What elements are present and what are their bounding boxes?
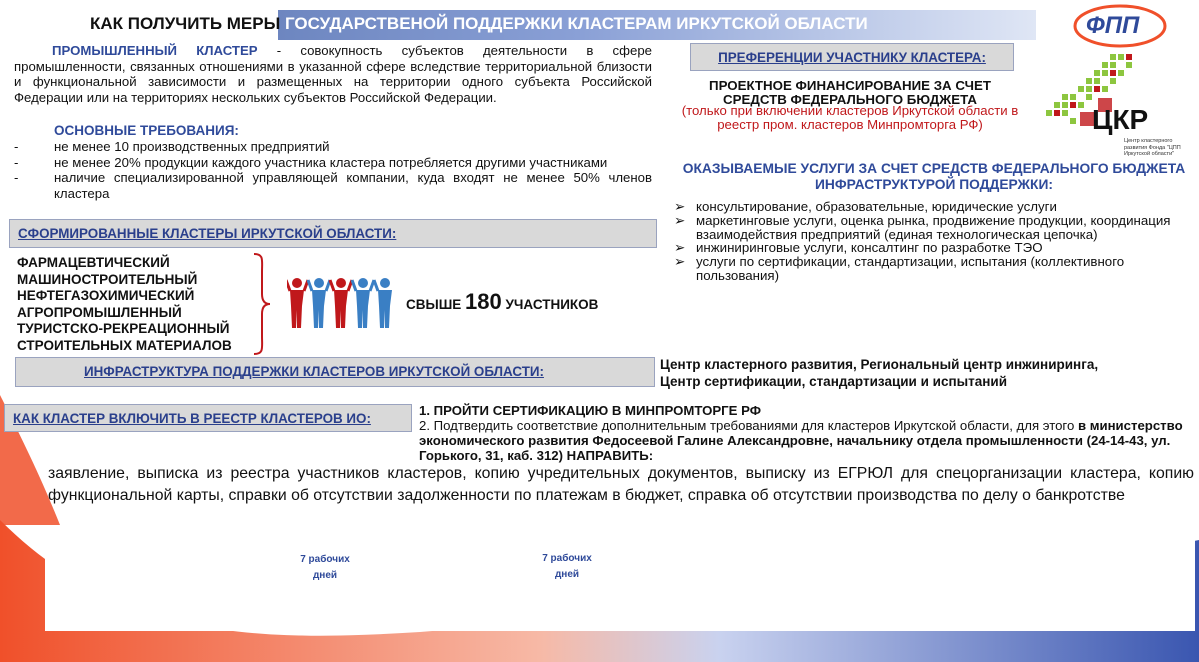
ckr-logo-caption: Центр кластерного развития Фонда "ЦПП Иркутской области" — [1124, 138, 1181, 157]
cluster-item: МАШИНОСТРОИТЕЛЬНЫЙ — [17, 271, 198, 287]
arrow-bullet-icon: ➢ — [674, 212, 686, 228]
funding-note: (только при включении кластеров Иркутской области в реестр пром. кластеров Минпромторга РФ) — [681, 103, 1019, 132]
cluster-item: НЕФТЕГАЗОХИМИЧЕСКИЙ — [17, 288, 195, 303]
services-list — [674, 200, 1190, 283]
infrastructure-heading-box: ИНФРАСТРУКТУРА ПОДДЕРЖКИ КЛАСТЕРОВ ИРКУТСКОЙ ОБЛАСТИ: — [15, 357, 655, 387]
requirement-item: - наличие специализированной управляющей компании, куда входят не менее 50% членов кластера — [14, 170, 652, 201]
requirements-list — [14, 139, 652, 201]
service-item: ➢ маркетинговые услуги, оценка рынка, продвижение продукции, координация взаимодействия предприятий (единая технологическая цепочка) — [674, 212, 1171, 242]
preferences-heading-box: ПРЕФЕРЕНЦИИ УЧАСТНИКУ КЛАСТЕРА: — [690, 43, 1014, 71]
cluster-list — [17, 255, 232, 354]
registry-step-2: 2. Подтвердить соответствие дополнительным требованиями для кластеров Иркутской области, для этого в министерство экономического развития Федосеевой Галине Александровне, начальнику отдела промышленности (24-14-43, ул. Горького, 31, каб. 312) НАПРАВИТЬ: — [419, 418, 1183, 463]
infrastructure-line: Центр кластерного развития, Региональный центр инжиниринга, — [660, 357, 1099, 372]
services-heading: ОКАЗЫВАЕМЫЕ УСЛУГИ ЗА СЧЕТ СРЕДСТВ ФЕДЕРАЛЬНОГО БЮДЖЕТА ИНФРАСТРУКТУРОЙ ПОДДЕРЖКИ: — [682, 161, 1186, 192]
ckr-logo-text: ЦКР — [1092, 104, 1149, 135]
participants-count: СВЫШЕ 180 УЧАСТНИКОВ — [406, 289, 599, 314]
cluster-item: АГРОПРОМЫШЛЕННЫЙ — [17, 304, 182, 320]
arrow-bullet-icon: ➢ — [674, 240, 686, 256]
people-group-icon — [287, 276, 393, 330]
clusters-heading-box: СФОРМИРОВАННЫЕ КЛАСТЕРЫ ИРКУТСКОЙ ОБЛАСТИ: — [9, 219, 657, 248]
requirement-item: - не менее 10 производственных предприятий — [14, 139, 330, 154]
service-item: ➢ услуги по сертификации, стандартизации, испытания (коллективного пользования) — [674, 254, 1125, 283]
service-item: ➢ инжиниринговые услуги, консалтинг по разработке ТЭО — [674, 240, 1043, 256]
cluster-item: СТРОИТЕЛЬНЫХ МАТЕРИАЛОВ — [17, 337, 232, 353]
timeline-label-1: 7 рабочих дней — [300, 554, 350, 581]
cluster-item: ТУРИСТСКО-РЕКРЕАЦИОННЫЙ — [17, 321, 230, 336]
infrastructure-list — [660, 357, 1098, 390]
fpp-logo-text: ФПП — [1086, 12, 1140, 39]
registry-steps — [419, 403, 1197, 463]
fpp-logo — [1072, 2, 1168, 48]
bottom-wave-background — [0, 520, 1199, 662]
registry-step-1: 1. ПРОЙТИ СЕРТИФИКАЦИЮ В МИНПРОМТОРГЕ РФ — [419, 403, 761, 418]
curly-brace-icon — [252, 252, 272, 356]
page-title: КАК ПОЛУЧИТЬ МЕРЫ ГОСУДАРСТВЕНОЙ ПОДДЕРЖКИ КЛАСТЕРАМ ИРКУТСКОЙ ОБЛАСТИ — [90, 14, 868, 33]
arrow-bullet-icon: ➢ — [674, 254, 686, 270]
infrastructure-line: Центр сертификации, стандартизации и испытаний — [660, 373, 1008, 389]
funding-title: ПРОЕКТНОЕ ФИНАНСИРОВАНИЕ ЗА СЧЕТ СРЕДСТВ ФЕДЕРАЛЬНОГО БЮДЖЕТА — [709, 78, 991, 107]
ckr-logo — [1040, 52, 1190, 156]
timeline-label-2: 7 рабочих дней — [542, 553, 592, 580]
documents-paragraph: заявление, выписка из реестра участников кластеров, копию учредительных документов, выписку из ЕГРЮЛ для спецорганизации кластера, копию функциональной карты, справки об отсутствии задолженности по платежам в бюджет, справка об отсутствии производства по делу о банкротстве — [48, 465, 1194, 504]
arrow-bullet-icon: ➢ — [674, 199, 686, 214]
service-item: ➢ консультирование, образовательные, юридические услуги — [674, 199, 1057, 214]
intro-paragraph: ПРОМЫШЛЕННЫЙ КЛАСТЕР - совокупность субъектов деятельности в сфере промышленности, связанных отношениями в указанной сфере вследствие территориальной близости и функциональной зависимости и размещенных на территории одного субъекта Российской Федерации или на территориях нескольких субъектов Российской Федерации. — [14, 43, 653, 105]
cluster-item: ФАРМАЦЕВТИЧЕСКИЙ — [17, 255, 170, 270]
requirements-heading: ОСНОВНЫЕ ТРЕБОВАНИЯ: — [54, 123, 239, 138]
requirement-item: - не менее 20% продукции каждого участника кластера потребляется другими участниками — [14, 154, 608, 170]
registry-heading-box: КАК КЛАСТЕР ВКЛЮЧИТЬ В РЕЕСТР КЛАСТЕРОВ ИО: — [4, 404, 412, 432]
